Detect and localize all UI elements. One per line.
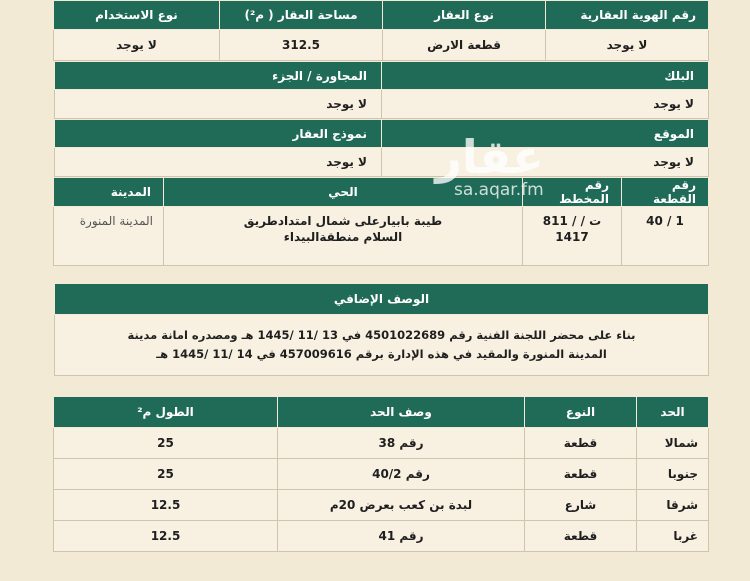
neighbor-label: المجاورة / الجزء xyxy=(55,62,382,90)
type-cell: قطعة xyxy=(525,428,637,459)
block-label: البلك xyxy=(382,62,709,90)
deed-document xyxy=(54,0,709,552)
property-id-value: لا يوجد xyxy=(546,30,709,61)
boundaries-header-row xyxy=(54,397,709,428)
desc-cell: رقم 40/2 xyxy=(278,459,525,490)
description-line-1: بناء على محضر اللجنة الفنية رقم 4501022689 في 13 /11 /1445 هـ ومصدره امانة مدينة xyxy=(127,328,636,342)
length-cell: 12.5 xyxy=(54,490,278,521)
plot-number-header: رقم القطعة xyxy=(622,178,709,207)
side-cell: شرقا xyxy=(637,490,709,521)
property-id-header: رقم الهوية العقارية xyxy=(546,1,709,30)
district-value: طيبة بابيارعلى شمال امتدادطريق السلام منطقةالبيداء xyxy=(164,207,523,266)
property-type-value: قطعة الارض xyxy=(383,30,546,61)
property-type-header: نوع العقار xyxy=(383,1,546,30)
district-header: الحي xyxy=(164,178,523,207)
block-table xyxy=(54,61,709,119)
type-cell: شارع xyxy=(525,490,637,521)
side-cell: جنوبا xyxy=(637,459,709,490)
desc-cell: رقم 38 xyxy=(278,428,525,459)
table-row xyxy=(54,459,709,490)
plot-table xyxy=(53,177,709,266)
property-area-header: مساحة العقار ( م²) xyxy=(220,1,383,30)
table-row xyxy=(54,521,709,552)
table-row xyxy=(54,428,709,459)
description-body xyxy=(55,315,709,376)
description-title: الوصف الإضافي xyxy=(55,284,709,315)
neighbor-value: لا يوجد xyxy=(55,90,382,119)
property-value-row xyxy=(54,30,709,61)
desc-cell: لبدة بن كعب بعرض 20م xyxy=(278,490,525,521)
side-header: الحد xyxy=(637,397,709,428)
table-row xyxy=(54,490,709,521)
side-cell: غربا xyxy=(637,521,709,552)
description-table xyxy=(54,283,709,376)
watermark-url: sa.aqar.fm xyxy=(454,180,544,200)
usage-type-header: نوع الاستخدام xyxy=(54,1,220,30)
location-table xyxy=(54,119,709,177)
type-header: النوع xyxy=(525,397,637,428)
city-value: المدينة المنورة xyxy=(54,207,164,266)
type-cell: قطعة xyxy=(525,521,637,552)
length-cell: 12.5 xyxy=(54,521,278,552)
property-area-value: 312.5 xyxy=(220,30,383,61)
property-header-row xyxy=(54,1,709,30)
plot-number-value: 40 / 1 xyxy=(622,207,709,266)
block-value: لا يوجد xyxy=(382,90,709,119)
boundary-desc-header: وصف الحد xyxy=(278,397,525,428)
length-cell: 25 xyxy=(54,459,278,490)
length-header: الطول م² xyxy=(54,397,278,428)
plan-number-value: 811 / ت / 1417 xyxy=(523,207,622,266)
usage-type-value: لا يوجد xyxy=(54,30,220,61)
plan-number-header: رقم المخطط xyxy=(523,178,622,207)
location-value: لا يوجد xyxy=(382,148,709,177)
boundaries-table xyxy=(53,396,709,552)
desc-cell: رقم 41 xyxy=(278,521,525,552)
length-cell: 25 xyxy=(54,428,278,459)
watermark-logo: عقار xyxy=(435,130,544,184)
side-cell: شمالا xyxy=(637,428,709,459)
description-line-2: المدينة المنورة والمقيد في هذه الإدارة برقم 457009616 في 14 /11 /1445 هـ xyxy=(156,347,607,361)
location-label: الموقع xyxy=(382,120,709,148)
city-header: المدينة xyxy=(54,178,164,207)
type-cell: قطعة xyxy=(525,459,637,490)
property-table xyxy=(53,0,709,61)
property-model-value: لا يوجد xyxy=(55,148,382,177)
property-model-label: نموذج العقار xyxy=(55,120,382,148)
